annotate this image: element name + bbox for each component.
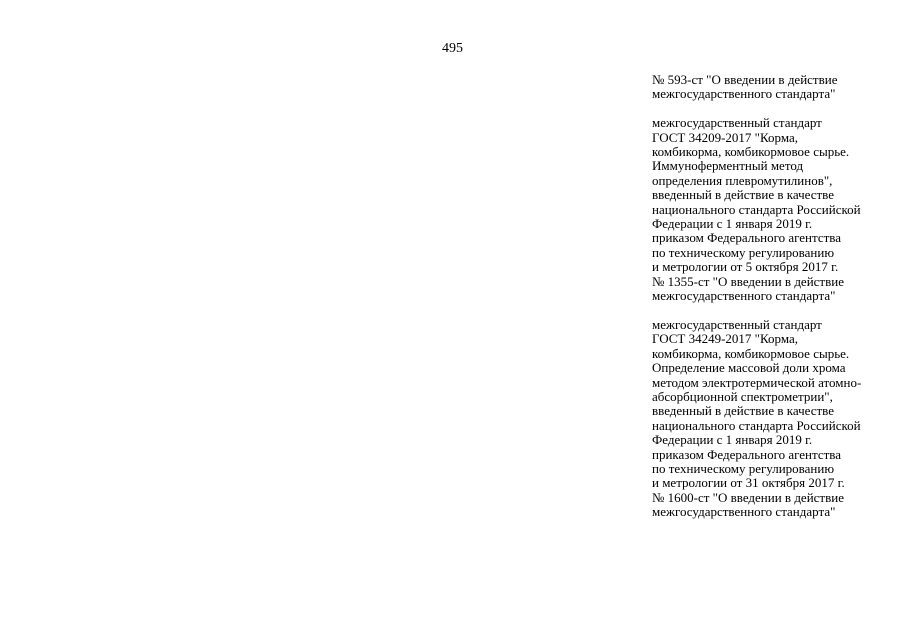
text-block	[652, 318, 897, 520]
text-line: межгосударственного стандарта"	[652, 504, 836, 520]
text-line: методом электротермической атомно-	[652, 374, 862, 390]
text-line: введенный в действие в качестве	[652, 187, 835, 203]
text-line: межгосударственный стандарт	[652, 115, 822, 131]
text-line: абсорбционной спектрометрии",	[652, 388, 833, 404]
text-line: Федерации с 1 января 2019 г.	[652, 216, 813, 232]
text-line: ГОСТ 34209-2017 "Корма,	[652, 129, 798, 145]
text-line: межгосударственный стандарт	[652, 316, 822, 332]
text-line: определения плевромутилинов",	[652, 172, 833, 188]
text-line: приказом Федерального агентства	[652, 446, 842, 462]
text-line: национального стандарта Российской	[652, 201, 861, 217]
text-line: межгосударственного стандарта"	[652, 288, 836, 304]
text-block	[652, 116, 897, 303]
text-line: Определение массовой доли хрома	[652, 360, 846, 376]
text-line: № 1355-ст "О введении в действие	[652, 273, 844, 289]
text-line: межгосударственного стандарта"	[652, 86, 836, 102]
text-line: комбикорма, комбикормовое сырье.	[652, 345, 850, 361]
text-column	[652, 73, 897, 520]
text-line: комбикорма, комбикормовое сырье.	[652, 144, 850, 160]
text-line: ГОСТ 34249-2017 "Корма,	[652, 331, 798, 347]
text-line: по техническому регулированию	[652, 244, 835, 260]
text-line: национального стандарта Российской	[652, 417, 861, 433]
text-line: № 1600-ст "О введении в действие	[652, 489, 844, 505]
text-line: и метрологии от 31 октября 2017 г.	[652, 475, 845, 491]
text-line: Иммуноферментный метод	[652, 158, 804, 174]
text-block	[652, 73, 897, 102]
text-line: приказом Федерального агентства	[652, 230, 842, 246]
page-number: 495	[442, 41, 463, 56]
text-line: по техническому регулированию	[652, 460, 835, 476]
text-line: Федерации с 1 января 2019 г.	[652, 432, 813, 448]
text-line: введенный в действие в качестве	[652, 403, 835, 419]
text-line: № 593-ст "О введении в действие	[652, 72, 838, 87]
text-line: и метрологии от 5 октября 2017 г.	[652, 259, 839, 275]
